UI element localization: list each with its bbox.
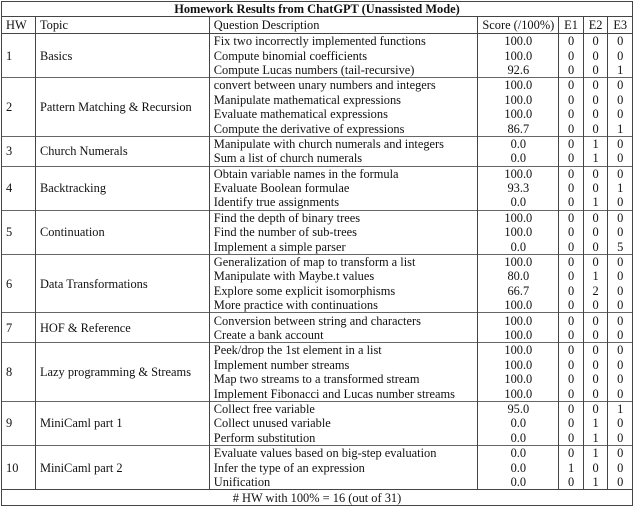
score: 100.0 (478, 34, 559, 49)
e3-count: 0 (608, 460, 633, 474)
e1-count: 0 (559, 343, 584, 358)
question-description: Compute binomial coefficients (209, 48, 478, 62)
e1-count: 0 (559, 372, 584, 386)
score: 0.0 (478, 475, 559, 490)
score: 80.0 (478, 269, 559, 283)
hw-number: 3 (2, 136, 36, 166)
score: 100.0 (478, 78, 559, 93)
e1-count: 0 (559, 298, 584, 313)
question-description: Peek/drop the 1st element in a list (209, 343, 478, 358)
e3-count: 0 (608, 136, 633, 151)
score: 0.0 (478, 239, 559, 254)
hw-number: 9 (2, 401, 36, 445)
score: 100.0 (478, 328, 559, 343)
question-description: Manipulate mathematical expressions (209, 93, 478, 107)
e1-count: 0 (559, 210, 584, 225)
table-row (2, 254, 633, 269)
e2-count: 1 (583, 475, 608, 490)
table-title: Homework Results from ChatGPT (Unassisted Mode) (2, 2, 633, 17)
e2-count: 1 (583, 151, 608, 166)
e3-count: 1 (608, 121, 633, 136)
e1-count: 0 (559, 358, 584, 372)
footer-row (2, 490, 633, 506)
e3-count: 0 (608, 313, 633, 328)
score: 93.3 (478, 181, 559, 195)
e1-count: 0 (559, 34, 584, 49)
hw-number: 5 (2, 210, 36, 254)
e1-count: 0 (559, 195, 584, 210)
e1-count: 0 (559, 166, 584, 181)
e2-count: 2 (583, 284, 608, 298)
e1-count: 0 (559, 386, 584, 401)
e2-count: 1 (583, 445, 608, 460)
footer-summary: # HW with 100% = 16 (out of 31) (2, 490, 633, 506)
header-question: Question Description (209, 17, 478, 34)
e2-count: 0 (583, 93, 608, 107)
question-description: Generalization of map to transform a list (209, 254, 478, 269)
hw-number: 4 (2, 166, 36, 210)
score: 0.0 (478, 151, 559, 166)
header-e3: E3 (608, 17, 633, 34)
score: 86.7 (478, 121, 559, 136)
question-description: Fix two incorrectly implemented functions (209, 34, 478, 49)
hw-number: 6 (2, 254, 36, 313)
e3-count: 1 (608, 63, 633, 78)
question-description: Evaluate values based on big-step evaluation (209, 445, 478, 460)
e2-count: 1 (583, 136, 608, 151)
question-description: Manipulate with church numerals and integers (209, 136, 478, 151)
question-description: Sum a list of church numerals (209, 151, 478, 166)
question-description: Compute Lucas numbers (tail-recursive) (209, 63, 478, 78)
topic: MiniCaml part 1 (35, 401, 209, 445)
e3-count: 0 (608, 445, 633, 460)
e2-count: 0 (583, 181, 608, 195)
question-description: convert between unary numbers and integers (209, 78, 478, 93)
e3-count: 0 (608, 93, 633, 107)
e1-count: 0 (559, 181, 584, 195)
hw-number: 2 (2, 78, 36, 137)
question-description: Collect free variable (209, 401, 478, 416)
e2-count: 0 (583, 78, 608, 93)
e2-count: 0 (583, 239, 608, 254)
e2-count: 0 (583, 386, 608, 401)
e1-count: 0 (559, 475, 584, 490)
score: 100.0 (478, 93, 559, 107)
e1-count: 0 (559, 136, 584, 151)
e3-count: 0 (608, 372, 633, 386)
e1-count: 0 (559, 121, 584, 136)
score: 100.0 (478, 48, 559, 62)
question-description: Create a bank account (209, 328, 478, 343)
e2-count: 1 (583, 195, 608, 210)
e1-count: 0 (559, 269, 584, 283)
table-row (2, 401, 633, 416)
e2-count: 0 (583, 210, 608, 225)
e3-count: 0 (608, 343, 633, 358)
topic: Lazy programming & Streams (35, 343, 209, 402)
e3-count: 0 (608, 225, 633, 239)
e3-count: 0 (608, 254, 633, 269)
e2-count: 0 (583, 460, 608, 474)
question-description: Implement Fibonacci and Lucas number streams (209, 386, 478, 401)
e2-count: 0 (583, 358, 608, 372)
e2-count: 0 (583, 121, 608, 136)
e1-count: 0 (559, 284, 584, 298)
e3-count: 0 (608, 166, 633, 181)
table-title-row (2, 2, 633, 17)
question-description: Map two streams to a transformed stream (209, 372, 478, 386)
hw-number: 1 (2, 34, 36, 78)
question-description: Implement a simple parser (209, 239, 478, 254)
hw-number: 7 (2, 313, 36, 343)
score: 92.6 (478, 63, 559, 78)
e1-count: 0 (559, 313, 584, 328)
e1-count: 0 (559, 254, 584, 269)
e1-count: 1 (559, 460, 584, 474)
e2-count: 0 (583, 107, 608, 121)
e2-count: 1 (583, 269, 608, 283)
table-row (2, 78, 633, 93)
e3-count: 0 (608, 107, 633, 121)
e1-count: 0 (559, 445, 584, 460)
question-description: Evaluate Boolean formulae (209, 181, 478, 195)
e1-count: 0 (559, 416, 584, 430)
topic: Continuation (35, 210, 209, 254)
question-description: Compute the derivative of expressions (209, 121, 478, 136)
e2-count: 0 (583, 372, 608, 386)
e2-count: 1 (583, 431, 608, 446)
e3-count: 5 (608, 239, 633, 254)
score: 100.0 (478, 107, 559, 121)
score: 100.0 (478, 298, 559, 313)
score: 100.0 (478, 254, 559, 269)
e2-count: 0 (583, 343, 608, 358)
question-description: Evaluate mathematical expressions (209, 107, 478, 121)
e3-count: 0 (608, 78, 633, 93)
question-description: Collect unused variable (209, 416, 478, 430)
e2-count: 0 (583, 328, 608, 343)
e2-count: 0 (583, 313, 608, 328)
e3-count: 0 (608, 358, 633, 372)
e2-count: 0 (583, 254, 608, 269)
question-description: Manipulate with Maybe.t values (209, 269, 478, 283)
e2-count: 0 (583, 298, 608, 313)
e2-count: 0 (583, 63, 608, 78)
e3-count: 0 (608, 34, 633, 49)
question-description: Obtain variable names in the formula (209, 166, 478, 181)
topic: Backtracking (35, 166, 209, 210)
header-row (2, 17, 633, 34)
e2-count: 0 (583, 401, 608, 416)
score: 66.7 (478, 284, 559, 298)
e3-count: 0 (608, 284, 633, 298)
score: 100.0 (478, 210, 559, 225)
e2-count: 1 (583, 416, 608, 430)
topic: Basics (35, 34, 209, 78)
e3-count: 0 (608, 151, 633, 166)
score: 95.0 (478, 401, 559, 416)
e3-count: 0 (608, 328, 633, 343)
header-e1: E1 (559, 17, 584, 34)
score: 100.0 (478, 372, 559, 386)
header-hw: HW (2, 17, 36, 34)
question-description: Infer the type of an expression (209, 460, 478, 474)
hw-number: 8 (2, 343, 36, 402)
topic: MiniCaml part 2 (35, 445, 209, 489)
topic: HOF & Reference (35, 313, 209, 343)
e3-count: 0 (608, 475, 633, 490)
question-description: Identify true assignments (209, 195, 478, 210)
e1-count: 0 (559, 107, 584, 121)
question-description: Unification (209, 475, 478, 490)
table-row (2, 210, 633, 225)
score: 100.0 (478, 386, 559, 401)
hw-number: 10 (2, 445, 36, 489)
e1-count: 0 (559, 63, 584, 78)
score: 0.0 (478, 445, 559, 460)
question-description: Find the depth of binary trees (209, 210, 478, 225)
topic: Data Transformations (35, 254, 209, 313)
header-score: Score (/100%) (478, 17, 559, 34)
question-description: More practice with continuations (209, 298, 478, 313)
e3-count: 0 (608, 48, 633, 62)
score: 0.0 (478, 460, 559, 474)
score: 0.0 (478, 195, 559, 210)
e1-count: 0 (559, 48, 584, 62)
header-topic: Topic (35, 17, 209, 34)
score: 100.0 (478, 358, 559, 372)
table-row (2, 34, 633, 49)
topic: Pattern Matching & Recursion (35, 78, 209, 137)
e1-count: 0 (559, 431, 584, 446)
score: 100.0 (478, 313, 559, 328)
e3-count: 0 (608, 298, 633, 313)
e1-count: 0 (559, 225, 584, 239)
e2-count: 0 (583, 34, 608, 49)
table-row (2, 136, 633, 151)
score: 100.0 (478, 225, 559, 239)
e3-count: 0 (608, 210, 633, 225)
score: 0.0 (478, 431, 559, 446)
table-row (2, 343, 633, 358)
question-description: Implement number streams (209, 358, 478, 372)
e2-count: 0 (583, 48, 608, 62)
e1-count: 0 (559, 401, 584, 416)
e3-count: 0 (608, 431, 633, 446)
question-description: Explore some explicit isomorphisms (209, 284, 478, 298)
header-e2: E2 (583, 17, 608, 34)
e3-count: 0 (608, 195, 633, 210)
score: 100.0 (478, 343, 559, 358)
e1-count: 0 (559, 239, 584, 254)
e1-count: 0 (559, 328, 584, 343)
e2-count: 0 (583, 225, 608, 239)
score: 100.0 (478, 166, 559, 181)
e3-count: 0 (608, 416, 633, 430)
e3-count: 0 (608, 269, 633, 283)
e3-count: 1 (608, 181, 633, 195)
e1-count: 0 (559, 93, 584, 107)
table-row (2, 445, 633, 460)
score: 0.0 (478, 416, 559, 430)
homework-results-table (1, 1, 633, 506)
table-row (2, 313, 633, 328)
table-row (2, 166, 633, 181)
question-description: Find the number of sub-trees (209, 225, 478, 239)
e3-count: 0 (608, 386, 633, 401)
e3-count: 1 (608, 401, 633, 416)
question-description: Perform substitution (209, 431, 478, 446)
question-description: Conversion between string and characters (209, 313, 478, 328)
e1-count: 0 (559, 151, 584, 166)
topic: Church Numerals (35, 136, 209, 166)
score: 0.0 (478, 136, 559, 151)
e2-count: 0 (583, 166, 608, 181)
e1-count: 0 (559, 78, 584, 93)
